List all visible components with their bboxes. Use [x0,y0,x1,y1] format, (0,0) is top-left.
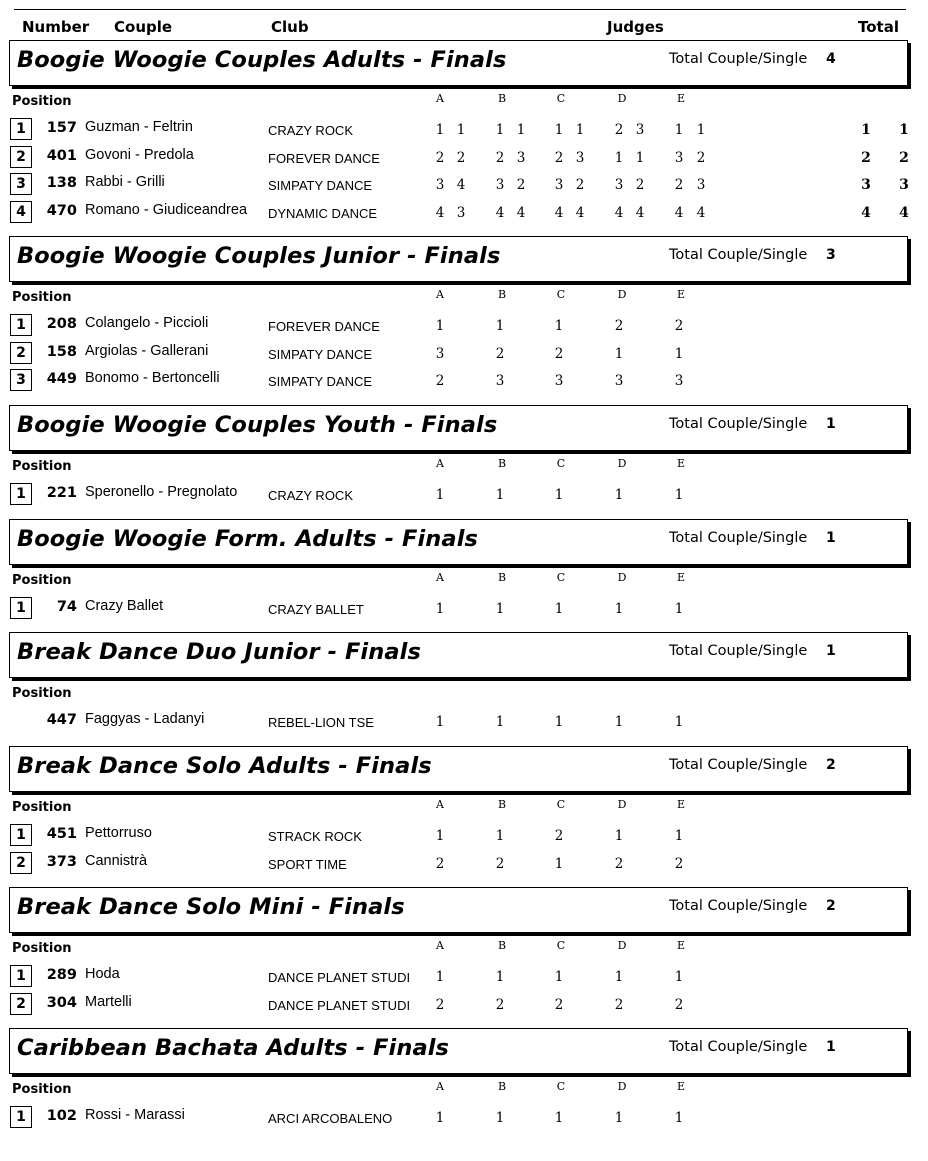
competitor-number: 373 [46,854,77,870]
result-row [0,483,928,509]
section-title: Boogie Woogie Couples Junior - Finals [17,243,501,269]
judge-mark: 1 [614,487,624,503]
judge-mark: 2 [554,346,564,362]
judge-mark: 1 [495,122,505,138]
judge-mark: 1 [435,714,445,730]
couple-name: Colangelo - Piccioli [85,315,209,331]
judge-letter-d: D [617,939,627,952]
total-couple-single-value: 1 [826,643,836,659]
judge-mark: 1 [554,714,564,730]
judge-mark: 1 [674,122,684,138]
total-score: 1 [861,122,871,138]
judge-mark: 3 [575,150,585,166]
total-couple-single-value: 2 [826,898,836,914]
position-badge: 1 [10,314,32,336]
competitor-number: 102 [46,1108,77,1124]
result-row [0,314,928,340]
judge-mark: 1 [674,969,684,985]
judge-mark: 2 [614,122,624,138]
judge-mark: 1 [614,969,624,985]
judge-letter-e: E [676,1080,686,1093]
header-judges: Judges [607,18,664,36]
total-couple-single-value: 1 [826,416,836,432]
judge-mark: 2 [674,856,684,872]
judge-mark: 3 [614,177,624,193]
judge-mark: 3 [554,373,564,389]
judge-mark: 1 [554,318,564,334]
judge-mark: 1 [554,856,564,872]
judge-mark: 1 [435,1110,445,1126]
judge-letter-e: E [676,457,686,470]
couple-name: Guzman - Feltrin [85,119,193,135]
section-title-box [9,405,908,451]
judge-letter-d: D [617,1080,627,1093]
header-club: Club [271,18,309,36]
judge-mark: 1 [435,601,445,617]
total-couple-single-label: Total Couple/Single [669,416,808,432]
judge-letter-e: E [676,288,686,301]
result-row [0,173,928,199]
judge-mark: 4 [614,205,624,221]
club-name: FOREVER DANCE [268,319,380,334]
position-label: Position [12,290,72,305]
position-badge: 4 [10,201,32,223]
total-score: 3 [899,177,909,193]
result-row [0,146,928,172]
position-badge: 2 [10,342,32,364]
position-badge: 2 [10,993,32,1015]
judge-mark: 1 [674,714,684,730]
judge-mark: 4 [456,177,466,193]
couple-name: Romano - Giudiceandrea [85,202,248,218]
judge-mark: 1 [495,601,505,617]
club-name: SIMPATY DANCE [268,374,373,389]
section-title-box [9,519,908,565]
total-score: 3 [861,177,871,193]
judge-mark: 1 [614,346,624,362]
result-row [0,369,928,395]
header-couple: Couple [114,18,173,36]
total-couple-single-label: Total Couple/Single [669,247,808,263]
result-row [0,1106,928,1132]
judge-letter-e: E [676,571,686,584]
club-name: SIMPATY DANCE [268,178,373,193]
judge-mark: 1 [674,346,684,362]
judge-mark: 2 [696,150,706,166]
total-couple-single-label: Total Couple/Single [669,530,808,546]
total-score: 4 [861,205,871,221]
judge-mark: 2 [495,997,505,1013]
header-total: Total [858,18,899,36]
section-title: Break Dance Solo Adults - Finals [17,753,432,779]
judge-mark: 3 [674,373,684,389]
judge-mark: 3 [614,373,624,389]
column-header [0,18,928,38]
judge-letter-a: A [436,457,444,470]
total-couple-single-label: Total Couple/Single [669,757,808,773]
position-label: Position [12,1082,72,1097]
competitor-number: 401 [46,148,77,164]
judge-mark: 2 [554,150,564,166]
competitor-number: 449 [46,371,77,387]
judge-mark: 4 [696,205,706,221]
judge-mark: 2 [554,828,564,844]
judge-letter-e: E [676,798,686,811]
judge-mark: 1 [575,122,585,138]
total-couple-single-label: Total Couple/Single [669,51,808,67]
judge-mark: 3 [635,122,645,138]
position-badge: 1 [10,824,32,846]
section-title: Caribbean Bachata Adults - Finals [17,1035,450,1061]
result-row [0,118,928,144]
judge-letter-c: C [556,92,566,105]
judge-mark: 2 [516,177,526,193]
competitor-number: 289 [46,967,77,983]
judge-mark: 1 [614,828,624,844]
section-title: Boogie Woogie Couples Youth - Finals [17,412,498,438]
judge-letter-c: C [556,1080,566,1093]
judge-mark: 1 [674,487,684,503]
couple-name: Speronello - Pregnolato [85,484,238,500]
competitor-number: 158 [46,344,77,360]
club-name: REBEL-LION TSE [268,715,374,730]
judge-mark: 3 [516,150,526,166]
judge-letter-a: A [436,571,444,584]
judge-mark: 1 [554,122,564,138]
total-score: 4 [899,205,909,221]
judge-mark: 3 [674,150,684,166]
judge-mark: 2 [614,997,624,1013]
couple-name: Martelli [85,994,132,1010]
position-badge: 1 [10,483,32,505]
position-badge: 2 [10,146,32,168]
position-label: Position [12,800,72,815]
section-title-box [9,1028,908,1074]
position-badge: 3 [10,369,32,391]
judge-mark: 1 [614,1110,624,1126]
judge-mark: 4 [674,205,684,221]
judge-letter-b: B [497,1080,507,1093]
couple-name: Rossi - Marassi [85,1107,185,1123]
judge-mark: 1 [435,318,445,334]
judge-mark: 2 [495,150,505,166]
result-row [0,824,928,850]
judge-letter-b: B [497,288,507,301]
judge-mark: 1 [495,828,505,844]
judge-letter-b: B [497,457,507,470]
competitor-number: 447 [46,712,77,728]
judge-mark: 1 [435,828,445,844]
total-couple-single-label: Total Couple/Single [669,898,808,914]
judge-mark: 1 [554,601,564,617]
judge-mark: 4 [554,205,564,221]
judge-mark: 2 [674,997,684,1013]
result-row [0,710,928,736]
result-row [0,597,928,623]
judge-mark: 1 [674,601,684,617]
judge-mark: 1 [495,714,505,730]
competitor-number: 304 [46,995,77,1011]
club-name: STRACK ROCK [268,829,362,844]
judge-mark: 1 [435,122,445,138]
total-score: 2 [899,150,909,166]
section-title: Boogie Woogie Form. Adults - Finals [17,526,478,552]
judge-mark: 2 [435,997,445,1013]
club-name: CRAZY ROCK [268,488,353,503]
judge-mark: 2 [674,318,684,334]
section-title-box [9,746,908,792]
total-couple-single-value: 4 [826,51,836,67]
section-title-box [9,236,908,282]
judge-mark: 1 [456,122,466,138]
total-couple-single-value: 1 [826,530,836,546]
position-label: Position [12,573,72,588]
couple-name: Argiolas - Gallerani [85,343,209,359]
club-name: CRAZY BALLET [268,602,364,617]
judge-mark: 2 [674,177,684,193]
couple-name: Hoda [85,966,120,982]
judge-mark: 1 [554,487,564,503]
judge-letter-b: B [497,939,507,952]
position-label: Position [12,459,72,474]
judge-letter-a: A [436,92,444,105]
judge-mark: 1 [495,487,505,503]
judge-mark: 4 [495,205,505,221]
judge-letter-a: A [436,798,444,811]
couple-name: Pettorruso [85,825,152,841]
total-couple-single-label: Total Couple/Single [669,643,808,659]
judge-mark: 4 [516,205,526,221]
couple-name: Crazy Ballet [85,598,164,614]
judge-mark: 4 [635,205,645,221]
judge-mark: 1 [674,828,684,844]
couple-name: Govoni - Predola [85,147,194,163]
judge-mark: 1 [674,1110,684,1126]
section-title: Break Dance Solo Mini - Finals [17,894,405,920]
position-badge: 2 [10,852,32,874]
judge-mark: 1 [495,318,505,334]
judge-mark: 1 [554,1110,564,1126]
result-row [0,342,928,368]
judge-letter-a: A [436,288,444,301]
judge-mark: 1 [635,150,645,166]
result-row [0,993,928,1019]
judge-mark: 2 [495,856,505,872]
competitor-number: 157 [46,120,77,136]
club-name: DANCE PLANET STUDI [268,998,411,1013]
judge-letter-b: B [497,92,507,105]
position-badge: 1 [10,597,32,619]
total-couple-single-label: Total Couple/Single [669,1039,808,1055]
judge-mark: 1 [614,601,624,617]
judge-mark: 1 [554,969,564,985]
competitor-number: 470 [46,203,77,219]
judge-mark: 2 [614,318,624,334]
judge-letter-a: A [436,939,444,952]
judge-mark: 1 [495,969,505,985]
judge-mark: 2 [435,373,445,389]
judge-mark: 2 [614,856,624,872]
couple-name: Rabbi - Grilli [85,174,165,190]
judge-mark: 2 [495,346,505,362]
judge-letter-d: D [617,571,627,584]
couple-name: Faggyas - Ladanyi [85,711,205,727]
position-badge: 1 [10,1106,32,1128]
club-name: DYNAMIC DANCE [268,206,378,221]
judge-mark: 4 [575,205,585,221]
position-badge: 1 [10,118,32,140]
judge-letter-c: C [556,571,566,584]
judge-letter-b: B [497,571,507,584]
position-badge: 3 [10,173,32,195]
judge-mark: 1 [435,969,445,985]
judge-mark: 3 [495,373,505,389]
competitor-number: 451 [46,826,77,842]
position-label: Position [12,686,72,701]
result-row [0,852,928,878]
judge-mark: 1 [614,150,624,166]
judge-mark: 3 [696,177,706,193]
judge-mark: 4 [435,205,445,221]
judge-mark: 2 [554,997,564,1013]
position-badge: 1 [10,965,32,987]
judge-mark: 1 [614,714,624,730]
club-name: SIMPATY DANCE [268,347,373,362]
judge-letter-d: D [617,457,627,470]
judge-letter-d: D [617,798,627,811]
position-label: Position [12,94,72,109]
judge-mark: 3 [435,346,445,362]
result-row [0,201,928,227]
judge-mark: 2 [435,150,445,166]
section-title-box [9,632,908,678]
judge-letter-b: B [497,798,507,811]
section-title-box [9,40,908,86]
judge-mark: 1 [435,487,445,503]
club-name: ARCI ARCOBALENO [268,1111,393,1126]
judge-mark: 2 [575,177,585,193]
judge-letter-d: D [617,288,627,301]
judge-mark: 3 [495,177,505,193]
couple-name: Cannistrà [85,853,148,869]
section-title: Boogie Woogie Couples Adults - Finals [17,47,507,73]
competitor-number: 138 [46,175,77,191]
top-rule [14,9,906,10]
total-couple-single-value: 3 [826,247,836,263]
club-name: SPORT TIME [268,857,347,872]
judge-letter-c: C [556,939,566,952]
club-name: DANCE PLANET STUDI [268,970,411,985]
judge-letter-c: C [556,457,566,470]
judge-mark: 1 [495,1110,505,1126]
judge-mark: 1 [516,122,526,138]
section-title: Break Dance Duo Junior - Finals [17,639,421,665]
club-name: CRAZY ROCK [268,123,353,138]
judge-mark: 2 [456,150,466,166]
judge-mark: 3 [435,177,445,193]
competitor-number: 208 [46,316,77,332]
judge-mark: 1 [696,122,706,138]
competitor-number: 221 [46,485,77,501]
judge-letter-c: C [556,288,566,301]
total-couple-single-value: 1 [826,1039,836,1055]
section-title-box [9,887,908,933]
judge-letter-d: D [617,92,627,105]
total-score: 2 [861,150,871,166]
header-number: Number [22,18,90,36]
couple-name: Bonomo - Bertoncelli [85,370,220,386]
judge-mark: 2 [435,856,445,872]
judge-letter-a: A [436,1080,444,1093]
judge-letter-e: E [676,92,686,105]
total-score: 1 [899,122,909,138]
judge-mark: 3 [456,205,466,221]
competitor-number: 74 [56,599,77,615]
club-name: FOREVER DANCE [268,151,380,166]
total-couple-single-value: 2 [826,757,836,773]
judge-mark: 2 [635,177,645,193]
judge-letter-e: E [676,939,686,952]
judge-letter-c: C [556,798,566,811]
position-label: Position [12,941,72,956]
judge-mark: 3 [554,177,564,193]
result-row [0,965,928,991]
